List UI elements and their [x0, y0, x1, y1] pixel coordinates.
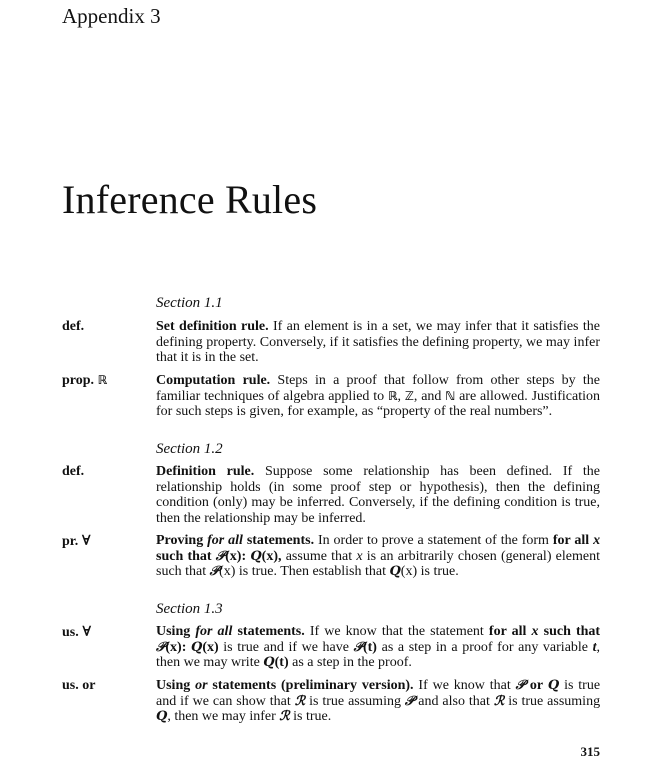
rule-name: Definition rule.	[156, 464, 255, 479]
rule-label-prop-r	[62, 373, 107, 389]
predicate-r: ℛ	[294, 693, 306, 709]
rule-text: (x) is true.	[400, 564, 459, 580]
forall-symbol: ∀	[82, 625, 92, 640]
bold-text: (t)	[362, 639, 377, 655]
rule-label-us-forall	[62, 624, 91, 641]
bold-text: (t)	[274, 655, 289, 671]
symbol-reals: ℝ	[387, 388, 398, 403]
symbol-integers: ℤ	[404, 388, 414, 403]
predicate-r: ℛ	[493, 693, 505, 709]
predicate-p: 𝒫	[353, 639, 363, 655]
rule-text: and also that	[418, 693, 490, 709]
rule-label-def-1: def.	[62, 319, 85, 334]
predicate-r: ℛ	[279, 709, 290, 725]
rule-text: is an arbitrarily chosen (general) element such that	[156, 548, 600, 580]
label-prefix: us.	[62, 625, 79, 640]
label-prefix: prop.	[62, 373, 95, 388]
bold-text: (x)	[202, 639, 219, 655]
bold-text: (x),	[261, 548, 282, 564]
predicate-q: Q	[263, 655, 275, 671]
section-heading-1-2: Section 1.2	[156, 441, 223, 457]
forall-symbol: ∀	[81, 534, 91, 549]
bold-text: such that	[156, 548, 212, 564]
rule-text: (x) is true. Then establish that	[219, 564, 386, 580]
section-heading-1-3: Section 1.3	[156, 601, 223, 617]
symbol-naturals: ℕ	[445, 388, 456, 403]
rule-text: If we know that	[418, 678, 511, 693]
label-prefix: pr.	[62, 534, 79, 549]
rule-name-italic: or	[195, 678, 208, 693]
rule-label-pr-forall	[62, 533, 91, 550]
rule-name: Using	[156, 678, 191, 693]
rule-text: Suppose some relationship has been defined. If the relationship holds (in some proof step or hypothesis), then the defining condition (only) may be inferred. Conversely, if the defining condition is true, then the relationship may be inferred.	[156, 464, 601, 526]
predicate-p: 𝒫	[404, 693, 415, 709]
bold-text: (x):	[165, 639, 187, 655]
rule-text: as a step in a proof for any variable	[381, 639, 589, 655]
bold-text: for all	[552, 533, 590, 548]
appendix-heading: Appendix 3	[62, 4, 161, 28]
predicate-q: Q	[547, 678, 560, 693]
rule-name: statements (preliminary version).	[212, 678, 414, 693]
bold-text: or	[529, 678, 544, 693]
rule-text: is true and if we have	[223, 639, 349, 655]
predicate-p: 𝒫	[156, 639, 166, 655]
rule-definition	[156, 464, 600, 526]
rule-text: assume that	[285, 548, 353, 564]
rule-text: is true.	[293, 709, 332, 725]
rule-text: , and	[413, 388, 442, 404]
predicate-p: 𝒫	[209, 564, 220, 580]
rule-name: Computation rule.	[156, 373, 271, 388]
rule-name-italic: for all	[207, 533, 243, 548]
page-title: Inference Rules	[62, 177, 318, 222]
rule-text: are allowed. Justification for such steps is given, for example, as “property of the real numbers”.	[156, 388, 600, 420]
rule-text: If we know that the statement	[309, 624, 484, 639]
bold-text: (x):	[225, 548, 247, 564]
rule-name: Proving	[156, 533, 204, 548]
var-x: x	[531, 624, 539, 639]
rule-set-definition	[156, 319, 600, 366]
rule-text: is true and if we can show that	[156, 678, 601, 709]
bold-text: for all	[488, 624, 527, 639]
predicate-p: 𝒫	[215, 548, 226, 564]
page-number: 315	[580, 744, 600, 759]
rule-text: is true assuming	[508, 693, 601, 709]
bold-text: such that	[543, 624, 601, 639]
var-x: x	[356, 548, 363, 564]
rule-using-for-all	[156, 624, 600, 671]
real-numbers-symbol: ℝ	[97, 373, 108, 387]
rule-proving-for-all	[156, 533, 600, 580]
rule-text: If an element is in a set, we may infer that it satisfies the defining property. Conversely, if it satisfies the defining property, we may infer that it is in the set.	[156, 319, 600, 366]
rule-using-or	[156, 678, 600, 725]
predicate-q: Q	[191, 639, 203, 655]
rule-text: ,	[397, 388, 402, 404]
rule-name: Set definition rule.	[156, 319, 269, 334]
rule-label-def-2: def.	[62, 464, 85, 479]
rule-text: Steps in a proof that follow from other steps by the familiar techniques of algebra applied to	[156, 373, 601, 404]
rule-name: statements.	[246, 533, 315, 548]
predicate-q: Q	[250, 548, 262, 564]
rule-text: , then we may write	[156, 639, 601, 671]
rule-computation	[156, 373, 600, 420]
predicate-q: Q	[156, 709, 168, 725]
rule-name: statements.	[237, 624, 305, 639]
rule-name-italic: for all	[195, 624, 233, 639]
rule-text: is true assuming	[309, 693, 401, 709]
var-t: t	[592, 639, 597, 655]
rule-name: Using	[156, 624, 191, 639]
rule-label-us-or: us. or	[62, 678, 96, 693]
rule-text: as a step in the proof.	[292, 655, 412, 671]
predicate-p: 𝒫	[515, 678, 525, 693]
var-x: x	[593, 533, 601, 548]
predicate-q: Q	[389, 564, 401, 580]
section-heading-1-1: Section 1.1	[156, 295, 223, 311]
rule-text: , then we may infer	[167, 709, 276, 725]
rule-text: In order to prove a statement of the form	[317, 533, 549, 548]
